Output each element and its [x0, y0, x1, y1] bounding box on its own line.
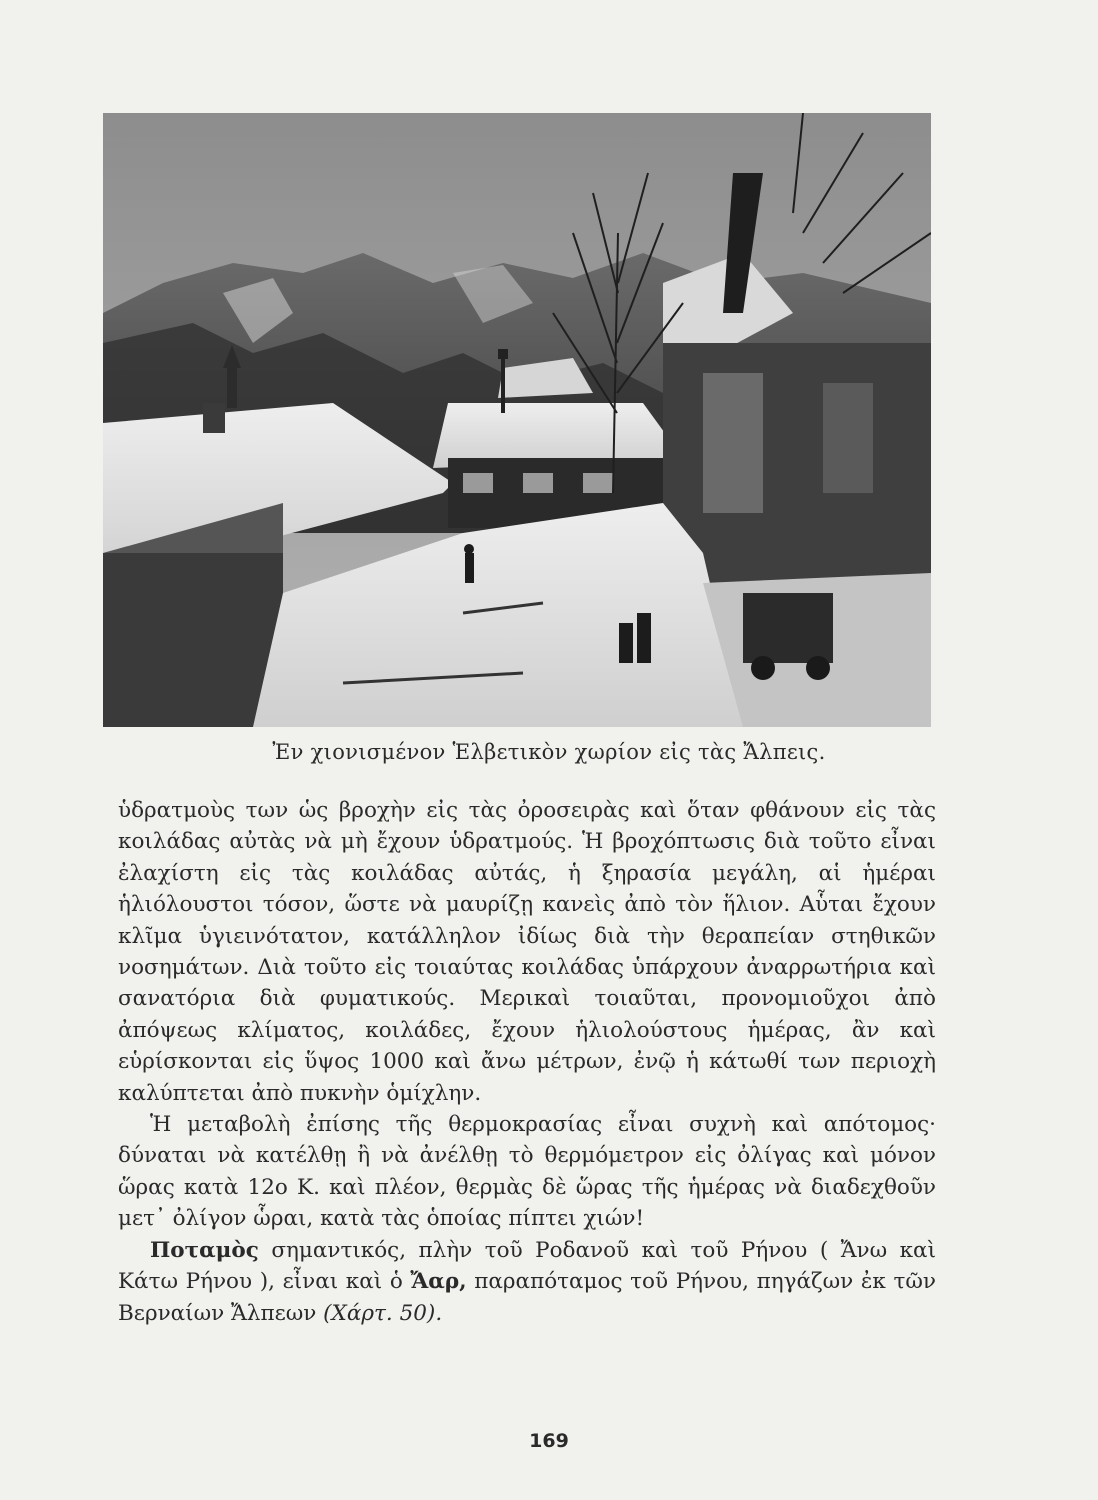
river-heading: Ποταμὸς: [150, 1237, 259, 1263]
aar-river-name: Ἄαρ,: [410, 1269, 467, 1295]
map-reference: (Χάρτ. 50).: [323, 1300, 443, 1326]
village-photo: [103, 113, 931, 727]
page-number: 169: [529, 1430, 569, 1452]
snowy-village-illustration: [103, 113, 931, 727]
paragraph-3-text-b: παραπόταμος τοῦ Ρήνου, πηγάζων ἐκ τῶν Βερναίων Ἄλπεων: [118, 1269, 936, 1326]
paragraph-3: [118, 1235, 936, 1329]
paragraph-1: ὑδρατμοὺς των ὡς βροχὴν εἰς τὰς ὀροσειρὰς καὶ ὅταν φθάνουν εἰς τὰς κοιλάδας αὐτὰς νὰ μὴ ἔχουν ὑδρατμούς. Ἡ βροχόπτωσις διὰ τοῦτο εἶναι ἐλαχίστη εἰς τὰς κοιλάδας αὐτάς, ἡ ξηρασία μεγάλη, αἱ ἡμέραι ἡλιόλουστοι τόσον, ὥστε νὰ μαυρίζῃ κανεὶς ἀπὸ τὸν ἥλιον. Αὗται ἔχουν κλῖμα ὑγιεινότατον, κατάλληλον ἰδίως διὰ τὴν θεραπείαν στηθικῶν νοσημάτων. Διὰ τοῦτο εἰς τοιαύτας κοιλάδας ὑπάρχουν ἀναρρωτήρια καὶ σανατόρια διὰ φυματικούς. Μερικαὶ τοιαῦται, προνομιοῦχοι ἀπὸ ἀπόψεως κλίματος, κοιλάδες, ἔχουν ἡλιολούστους ἡμέρας, ἂν καὶ εὑρίσκονται εἰς ὕψος 1000 καὶ ἄνω μέτρων, ἐνῷ ἡ κάτωθί των περιοχὴ καλύπτεται ἀπὸ πυκνὴν ὁμίχλην.: [118, 798, 936, 1106]
paragraph-3-text-a: σημαντικός, πλὴν τοῦ Ροδανοῦ καὶ τοῦ Ρήνου ( Ἄνω καὶ Κάτω Ρήνου ), εἶναι καὶ ὁ: [118, 1237, 936, 1295]
paragraph-2: Ἡ μεταβολὴ ἐπίσης τῆς θερμοκρασίας εἶναι συχνὴ καὶ απότομος· δύναται νὰ κατέλθῃ ἢ νὰ ἀνέλθῃ τὸ θερμόμετρον εἰς ὀλίγας καὶ μόνον ὥρας κατὰ 12ο Κ. καὶ πλέον, θερμὰς δὲ ὥρας τῆς ἡμέρας νὰ διαδεχθοῦν μετ᾽ ὀλίγον ὧραι, κατὰ τὰς ὁποίας πίπτει χιών!: [118, 1112, 936, 1232]
figure-caption: Ἐν χιονισμένον Ἑλβετικὸν χωρίον εἰς τὰς Ἄλπεις.: [272, 740, 826, 764]
body-text: [118, 795, 936, 1329]
